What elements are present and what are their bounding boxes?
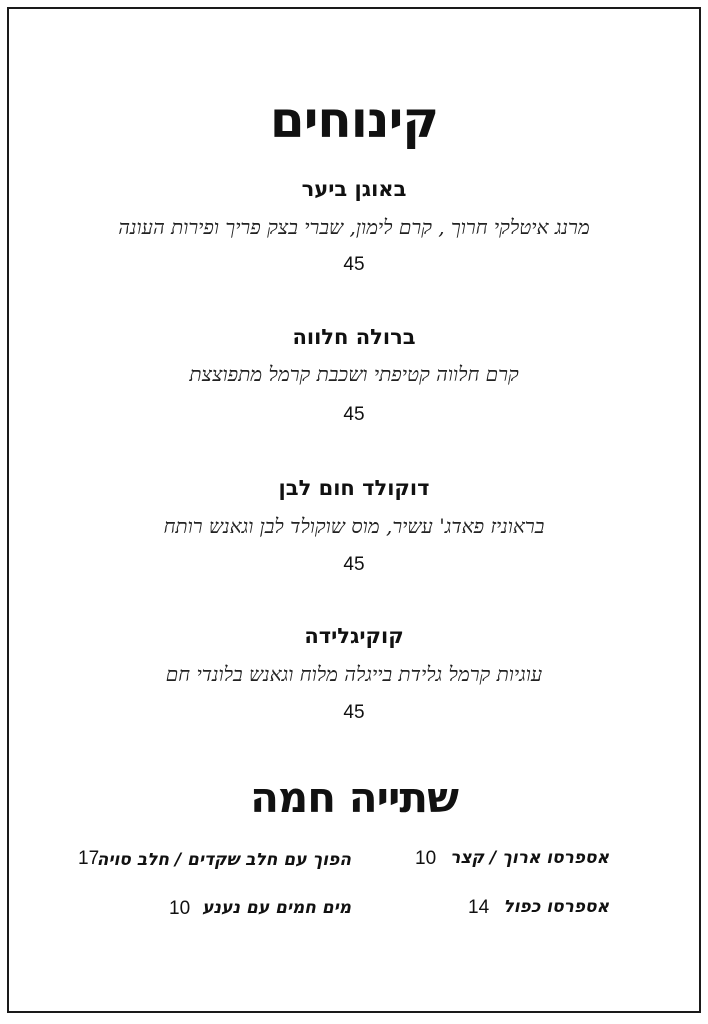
dessert-name: באוגן ביער [301, 177, 407, 201]
drink-price: 14 [468, 897, 490, 918]
dessert-price: 45 [343, 554, 365, 575]
dessert-price: 45 [343, 702, 365, 723]
desserts-title: קינוחים [269, 91, 439, 149]
dessert-description: מרנג איטלקי חרוך , קרם לימון, שברי בצק פריך ופירות העונה [118, 215, 590, 239]
dessert-price: 45 [343, 254, 365, 275]
drink-name: הפוך עם חלב שקדים / חלב סויה [96, 850, 351, 870]
dessert-price: 45 [343, 404, 365, 425]
dessert-name: דוקולד חום לבן [278, 476, 430, 500]
drink-price: 10 [169, 898, 191, 919]
drink-price: 10 [415, 848, 437, 869]
drink-name: אספרסו ארוך / קצר [450, 848, 609, 868]
menu-page [7, 7, 701, 1013]
dessert-description: עוגיות קרמל גלידת בייגלה מלוח וגאנש בלונדי חם [165, 662, 543, 686]
drink-name: אספרסו כפול [503, 897, 609, 917]
drink-price: 17 [78, 848, 100, 869]
dessert-description: קרם חלווה קטיפתי ושכבת קרמל מתפוצצת [189, 362, 519, 386]
hot-drinks-title: שתייה חמה [250, 773, 458, 822]
drink-name: מים חמים עם נענע [202, 898, 351, 918]
dessert-name: ברולה חלווה [292, 325, 416, 349]
dessert-name: קוקיגלידה [304, 624, 404, 648]
dessert-description: בראוניז פאדג' עשיר, מוס שוקולד לבן וגאנש רותח [163, 514, 545, 538]
